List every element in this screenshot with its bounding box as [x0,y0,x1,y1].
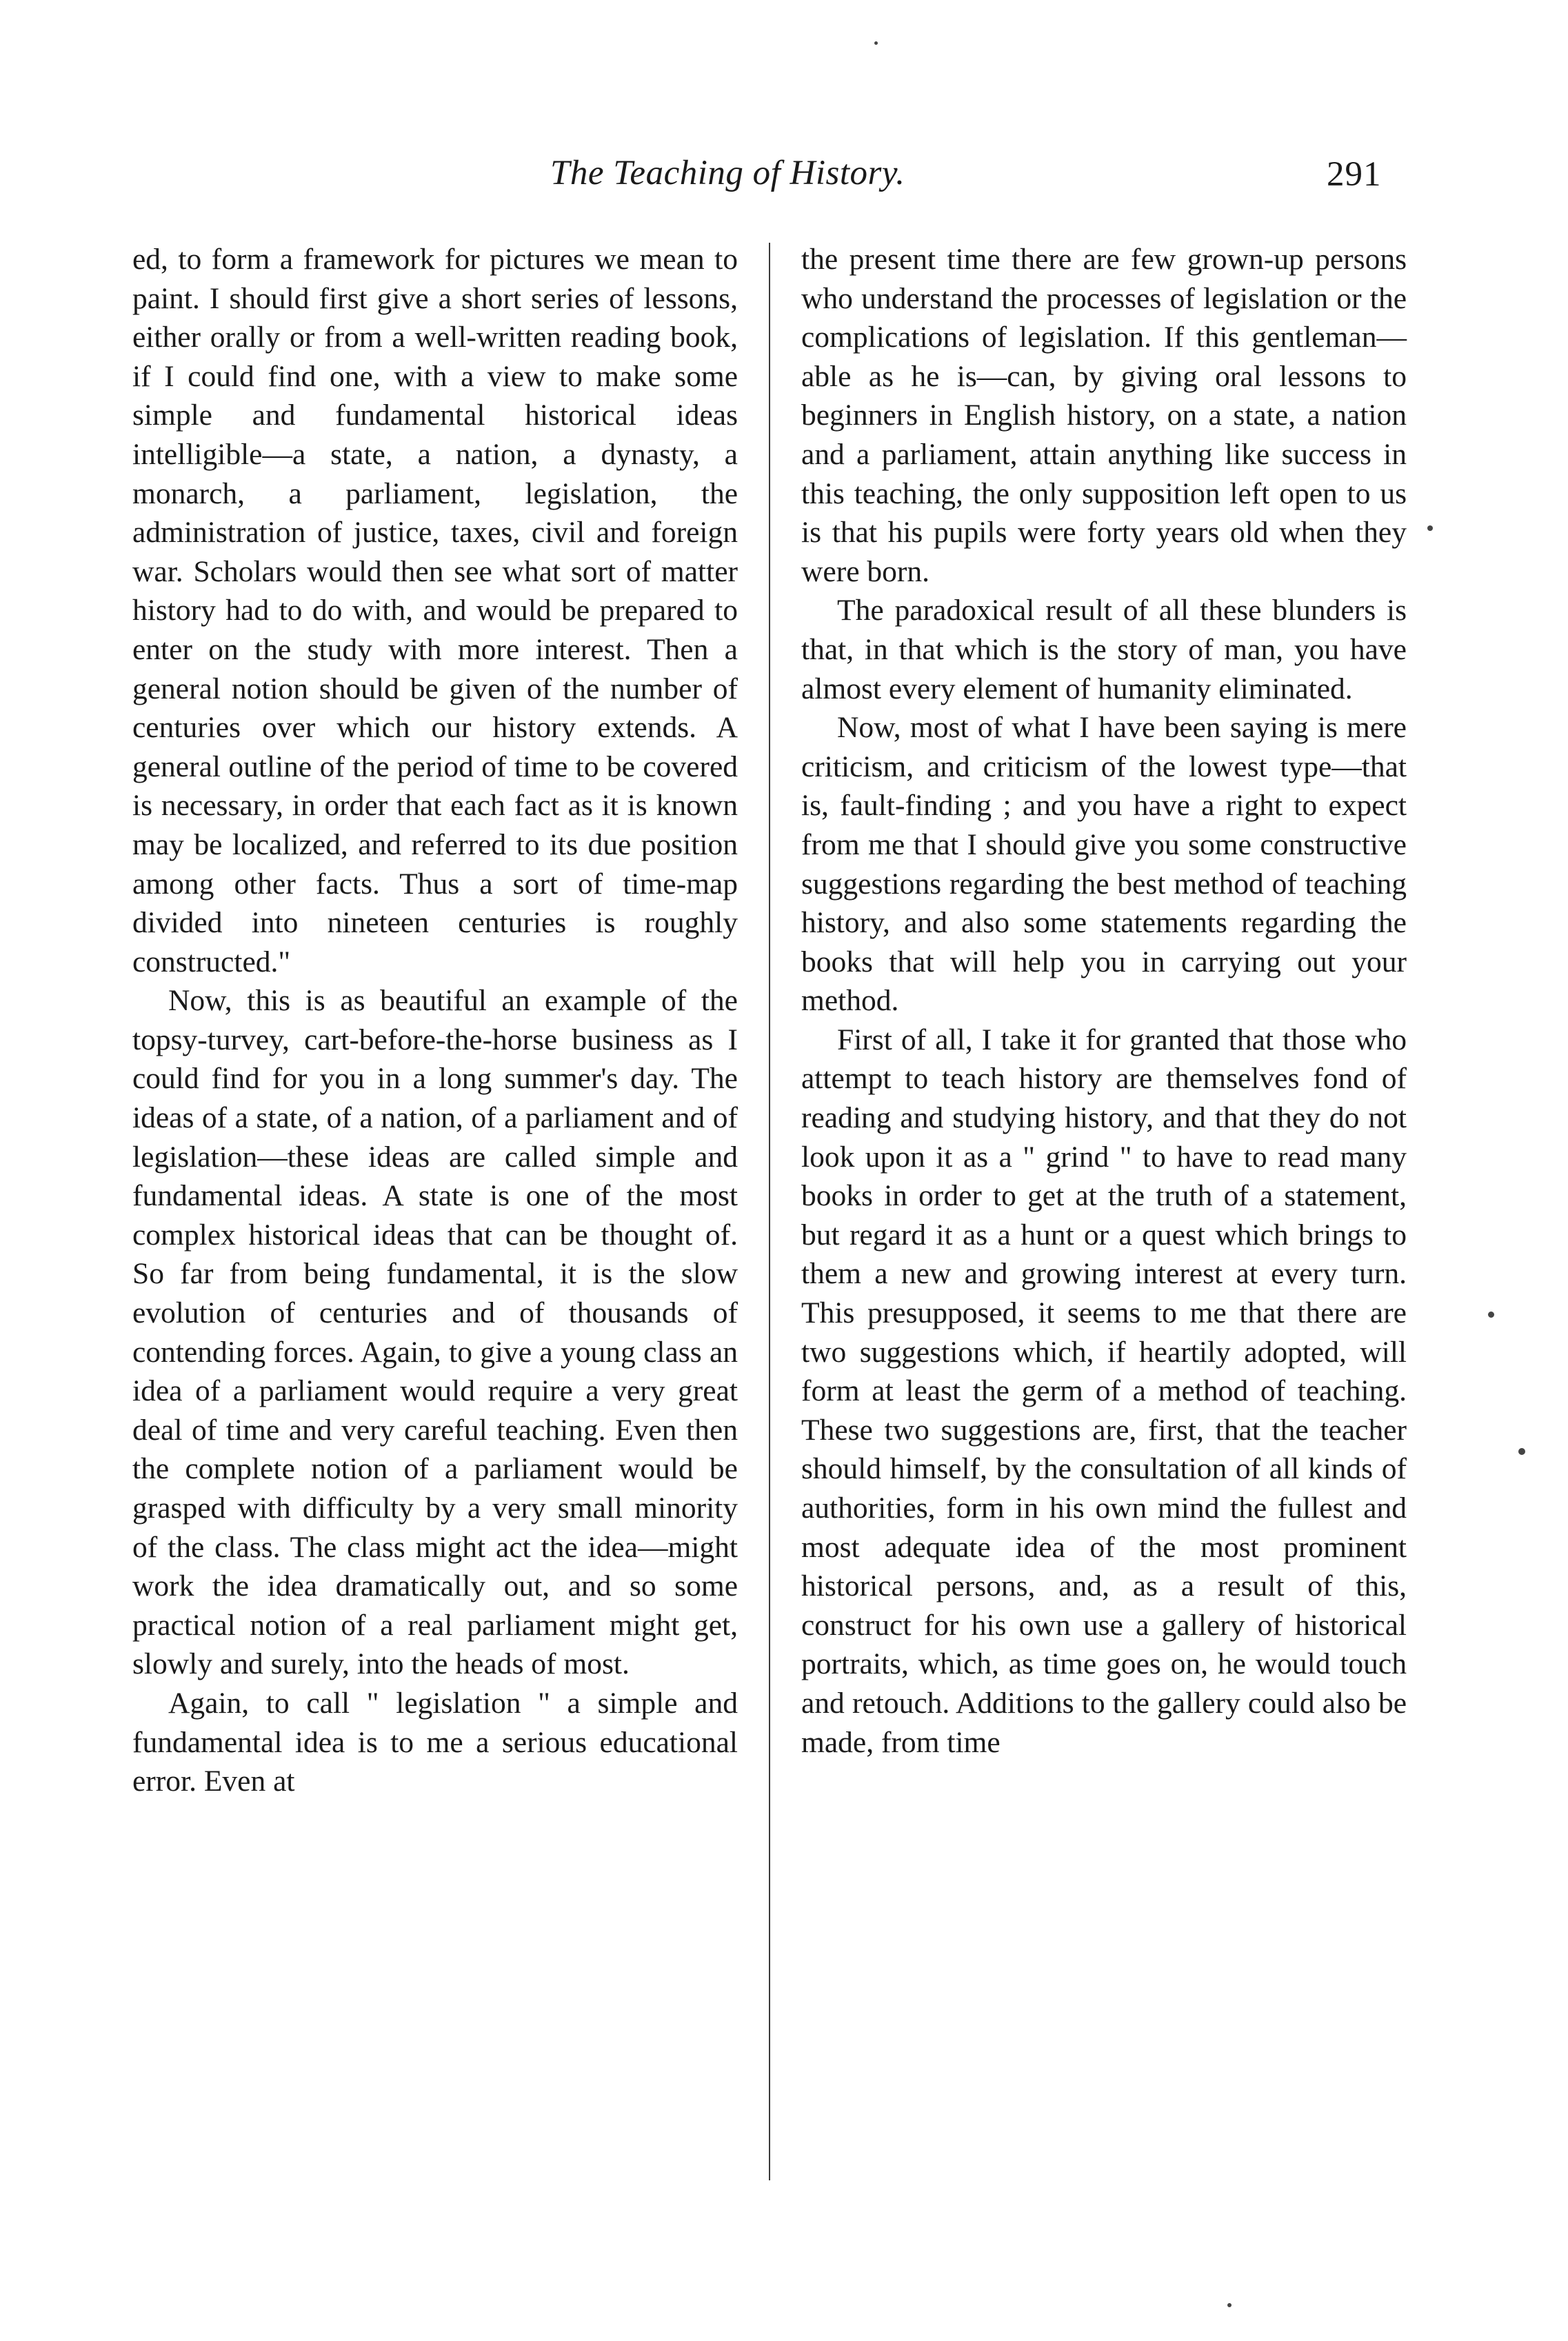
paragraph: Again, to call " legislation " a simple and fundamental idea is to me a serious educational error. Even at [132,1686,738,1798]
paragraph: ed, to form a framework for pictures we mean to paint. I should first give a short series of lessons, either orally or from a well-written reading book, if I could find one, with a view to make some simple and fundamental historical ideas intelligible—a state, a nation, a dynasty, a monarch, a parliament, legislation, the administration of justice, taxes, civil and foreign war. Scholars would then see what sort of matter history had to do with, and would be prepared to enter on the study with more interest. Then a general notion should be given of the number of centuries over which our history extends. A general outline of the period of time to be covered is necessary, in order that each fact as it is known may be localized, and referred to its due position among other facts. Thus a sort of time-map divided into nineteen centuries is roughly constructed." [132,243,738,978]
paragraph: the present time there are few grown-up persons who understand the processes of legislation or the complications of legislation. If this gentleman—able as he is—can, by giving oral lessons to beginners in English history, on a state, a nation and a parliament, attain anything like success in this teaching, the only supposition left open to us is that his pupils were forty years old when they were born. [801,243,1407,588]
running-title: The Teaching of History. [550,154,905,192]
paragraph: Now, this is as beautiful an example of the topsy-turvey, cart-before-the-horse business as I could find for you in a long summer's day. The ideas of a state, of a nation, of a parliament and of legislation—these ideas are called simple and fundamental ideas. A state is one of the most complex historical ideas that can be thought of. So far from being fundamental, it is the slow evolution of centuries and of thousands of contending forces. Again, to give a young class an idea of a parliament would require a very great deal of time and very careful teaching. Even then the complete notion of a parliament would be grasped with difficulty by a very small minority of the class. The class might act the idea—might work the idea dramatically out, and so some practical notion of a real parliament might get, slowly and surely, into the heads of most. [132,984,738,1681]
column-divider [769,243,770,2180]
paragraph: The paradoxical result of all these blunders is that, in that which is the story of man, you have almost every element of humanity eliminated. [801,594,1407,705]
page-number: 291 [1327,155,1382,194]
paragraph: First of all, I take it for granted that those who attempt to teach history are themselves fond of reading and studying history, and that they do not look upon it as a " grind " to have to read many books in order to get at the truth of a statement, but regard it as a hunt or a quest which brings to them a new and growing interest at every turn. This presupposed, it seems to me that there are two suggestions which, if heartily adopted, will form at least the germ of a method of teaching. These two suggestions are, first, that the teacher should himself, by the consultation of all kinds of authorities, form in his own mind the fullest and most adequate idea of the most prominent historical persons, and, as a result of this, construct for his own use a gallery of historical portraits, which, as time goes on, he would touch and retouch. Additions to the gallery could also be made, from time [801,1023,1407,1759]
scan-speck [1518,1448,1525,1455]
scan-speck [1227,2303,1232,2307]
paragraph: Now, most of what I have been saying is mere criticism, and criticism of the lowest type—that is, fault-finding ; and you have a right to expect from me that I should give you some constructive suggestions regarding the best method of teaching history, and also some statements regarding the books that will help you in carrying out your method. [801,711,1407,1018]
scan-speck [874,41,878,45]
left-column [132,240,738,1801]
running-head [0,153,1568,201]
scan-speck [1488,1312,1494,1318]
right-column [801,240,1407,1762]
scan-speck [1427,525,1433,531]
